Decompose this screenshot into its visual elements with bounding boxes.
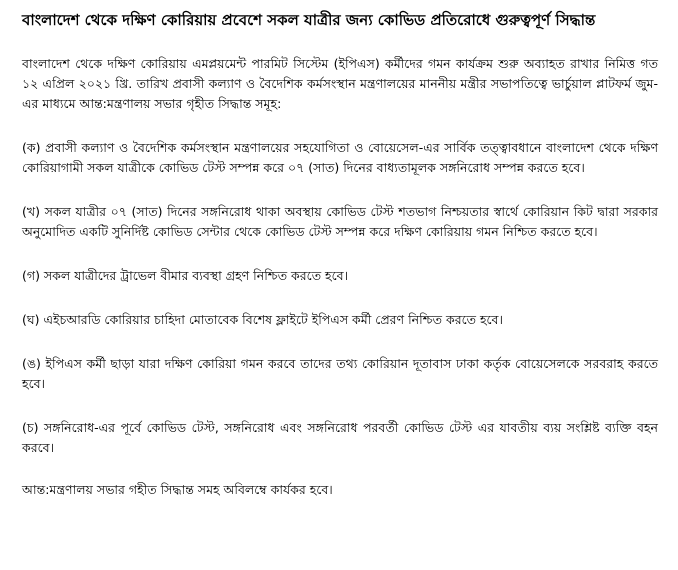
intro-paragraph: বাংলাদেশ থেকে দক্ষিণ কোরিয়ায় এমপ্লয়মেন্ট পারমিট সিস্টেম (ইপিএস) কর্মীদের গমন কার্যক্রম শুরু অব্যাহত রাখার নিমিত্ত গত ১২ এপ্রিল ২০২১ খ্রি. তারিখ প্রবাসী কল্যাণ ও বৈদেশিক কর্মসংস্থান মন্ত্রণালয়ের মাননীয় মন্ত্রীর সভাপতিত্বে ভার্চুয়াল প্লাটফর্ম জুম-এর মাধ্যমে আন্ত:মন্ত্রণালয় সভার গৃহীত সিদ্ধান্ত সমূহ: (22, 56, 658, 111)
decision-item-cha: (চ) সঙ্গনিরোধ-এর পূর্বে কোভিড টেস্ট, সঙ্গনিরোধ এবং সঙ্গনিরোধ পরবর্তী কোভিড টেস্ট এর যাবতীয় ব্যয় সংশ্লিষ্ট ব্যক্তি বহন করবে। (22, 420, 658, 455)
decision-item-umo: (ঙ) ইপিএস কর্মী ছাড়া যারা দক্ষিণ কোরিয়া গমন করবে তাদের তথ্য কোরিয়ান দূতাবাস ঢাকা কর্তৃক বোয়েসেলকে সরবরাহ করতে হবে। (22, 356, 658, 391)
decision-item-kha: (খ) সকল যাত্রীর ০৭ (সাত) দিনের সঙ্গনিরোধ থাকা অবস্থায় কোভিড টেস্ট শতভাগ নিশ্চয়তার স্বার্থে কোরিয়ান কিট দ্বারা সরকার অনুমোদিত একটি সুনির্দিষ্ট কোভিড সেন্টার থেকে কোভিড টেস্ট সম্পন্ন করে দক্ষিণ কোরিয়ায় গমন নিশ্চিত করতে হবে। (22, 204, 658, 239)
decision-item-ka: (ক) প্রবাসী কল্যাণ ও বৈদেশিক কর্মসংস্থান মন্ত্রণালয়ের সহযোগিতা ও বোয়েসেল-এর সার্বিক তত্ত্বাবধানে বাংলাদেশ থেকে দক্ষিণ কোরিয়াগামী সকল যাত্রীকে কোভিড টেস্ট সম্পন্ন করে ০৭ (সাত) দিনের বাধ্যতামূলক সঙ্গনিরোধ সম্পন্ন করতে হবে। (22, 140, 658, 175)
decision-item-gha: (ঘ) এইচআরডি কোরিয়ার চাহিদা মোতাবেক বিশেষ ফ্লাইটে ইপিএস কর্মী প্রেরণ নিশ্চিত করতে হবে। (22, 312, 503, 327)
closing-statement: আন্ত:মন্ত্রণালয় সভার গহীত সিদ্ধান্ত সমহ অবিলম্বে কার্যকর হবে। (22, 482, 333, 497)
decision-item-ga: (গ) সকল যাত্রীদের ট্রাভেল বীমার ব্যবস্থা গ্রহণ নিশ্চিত করতে হবে। (22, 268, 349, 283)
document-title: বাংলাদেশ থেকে দক্ষিণ কোরিয়ায় প্রবেশে সকল যাত্রীর জন্য কোভিড প্রতিরোধে গুরুত্বপূর্ণ সিদ্ধান্ত (22, 11, 596, 29)
